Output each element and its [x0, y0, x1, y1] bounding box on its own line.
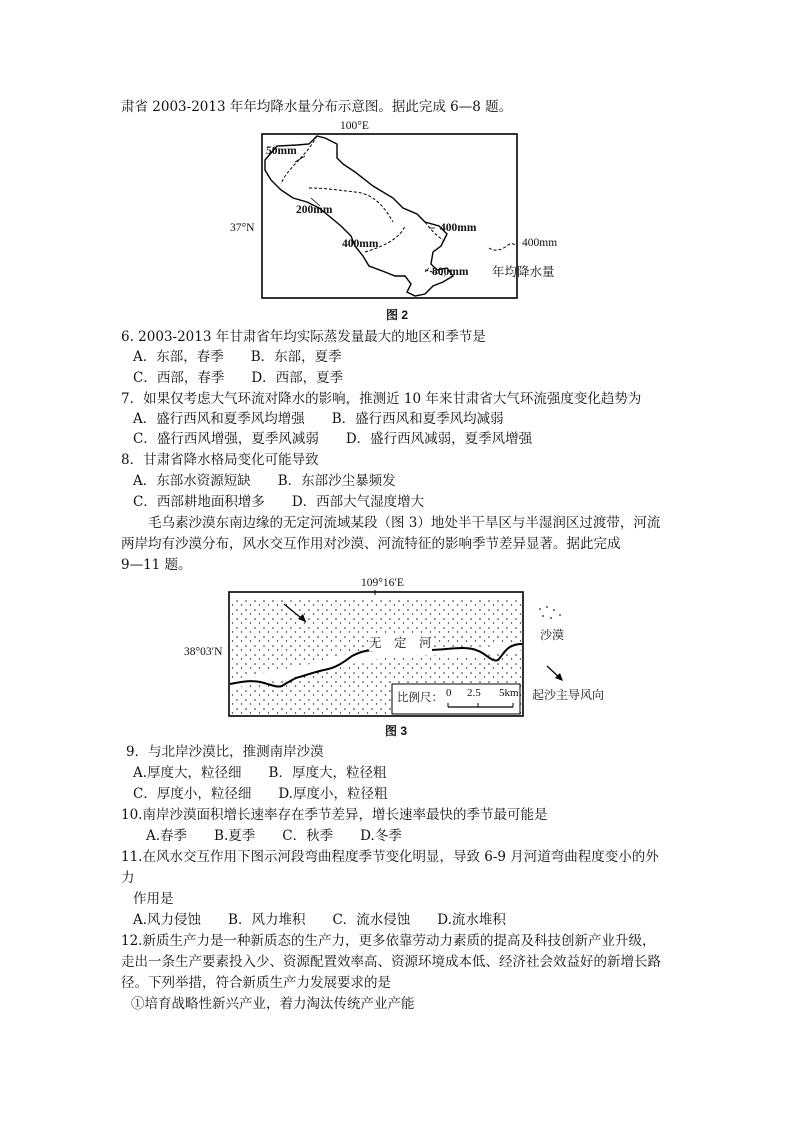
q7-options-row2: C．盛行西风增强，夏季风减弱 D．盛行西风减弱，夏季风增强 [133, 431, 533, 447]
isohyet-label-50: 50mm [266, 145, 297, 157]
isohyet-label-400-east: 400mm [440, 222, 477, 234]
passage-line-2: 两岸均有沙漠分布，风水交互作用对沙漠、河流特征的影响季节差异显著。据此完成 [121, 536, 621, 552]
q6-options-row2: C．西部，春季 D．西部，夏季 [133, 370, 344, 386]
passage-line-1: 毛乌素沙漠东南边缘的无定河流域某段（图 3）地处半干旱区与半湿润区过渡带，河流 [148, 515, 661, 531]
q10-stem: 10.南岸沙漠面积增长速率存在季节差异，增长速率最快的季节最可能是 [121, 807, 548, 823]
legend-text: 年均降水量 [492, 264, 555, 279]
legend-sand: 沙漠 [540, 628, 565, 642]
q8-options-row1: A．东部水资源短缺 B．东部沙尘暴频发 [133, 473, 396, 489]
q7-options-row1: A．盛行西风和夏季风均增强 B．盛行西风和夏季风均减弱 [133, 411, 504, 427]
fig3-latitude: 38°03′N [184, 646, 223, 658]
q11-options: A.风力侵蚀 B．风力堆积 C．流水侵蚀 D.流水堆积 [133, 912, 506, 928]
q12-line-2: 走出一条生产要素投入少、资源配置效率高、资源环境成本低、经济社会效益好的新增长路 [121, 954, 661, 970]
scale-tick-0: 0 [446, 687, 452, 699]
passage-line-3: 9—11 题。 [121, 557, 192, 573]
scale-label: 比例尺： [397, 690, 443, 704]
q11-stem: 11.在风水交互作用下图示河段弯曲程度季节变化明显，导致 6-9 月河道弯曲程度变小的外 [121, 849, 659, 865]
q7-stem: 7．如果仅考虑大气环流对降水的影响，推测近 10 年来甘肃省大气环流强度变化趋势为 [121, 391, 642, 407]
river-name: 无 定 河 [369, 635, 432, 650]
isohyet-label-400-west: 400mm [342, 238, 379, 250]
q9-stem: 9．与北岸沙漠比，推测南岸沙漠 [126, 744, 324, 760]
isohyet-label-200: 200mm [296, 204, 333, 216]
q6-options-row1: A．东部，春季 B．东部，夏季 [133, 349, 342, 365]
q11-stem-cont2: 作用是 [133, 891, 174, 907]
legend-value: 400mm [522, 237, 558, 249]
fig2-longitude: 100°E [340, 120, 369, 132]
q10-options: A.春季 B.夏季 C．秋季 D.冬季 [146, 828, 402, 844]
figure-2-caption: 图 2 [386, 308, 409, 322]
q8-stem: 8．甘肃省降水格局变化可能导致 [121, 452, 319, 468]
q9-options-row1: A.厚度大，粒径细 B．厚度大，粒径粗 [133, 765, 387, 781]
q6-stem: 6. 2003-2013 年甘肃省年均实际蒸发量最大的地区和季节是 [121, 329, 486, 345]
fig2-latitude: 37°N [230, 222, 255, 234]
q11-stem-cont: 力 [121, 870, 135, 886]
q9-options-row2: C．厚度小，粒径细 D.厚度小，粒径粗 [133, 786, 388, 802]
sand-legend-symbol [536, 604, 566, 624]
legend-wind: 起沙主导风向 [532, 688, 605, 702]
isohyet-label-800: 800mm [432, 266, 469, 278]
fig3-longitude: 109°16′E [361, 577, 404, 589]
q8-options-row2: C．西部耕地面积增多 D．西部大气湿度增大 [133, 494, 425, 510]
intro-line: 肃省 2003-2013 年年均降水量分布示意图。据此完成 6—8 题。 [121, 99, 513, 115]
scale-tick-2-5: 2.5 [467, 687, 481, 699]
q12-line-1: 12.新质生产力是一种新质态的生产力，更多依靠劳动力素质的提高及科技创新产业升级， [121, 933, 656, 949]
q12-item-1: ①培育战略性新兴产业，着力淘汰传统产业产能 [131, 996, 415, 1012]
figure-3-caption: 图 3 [385, 724, 408, 738]
q12-line-3: 径。下列举措，符合新质生产力发展要求的是 [121, 975, 391, 991]
scale-tick-5km: 5km [499, 687, 519, 699]
wuding-river-map [226, 590, 526, 718]
wind-direction-arrow-icon [545, 664, 567, 684]
